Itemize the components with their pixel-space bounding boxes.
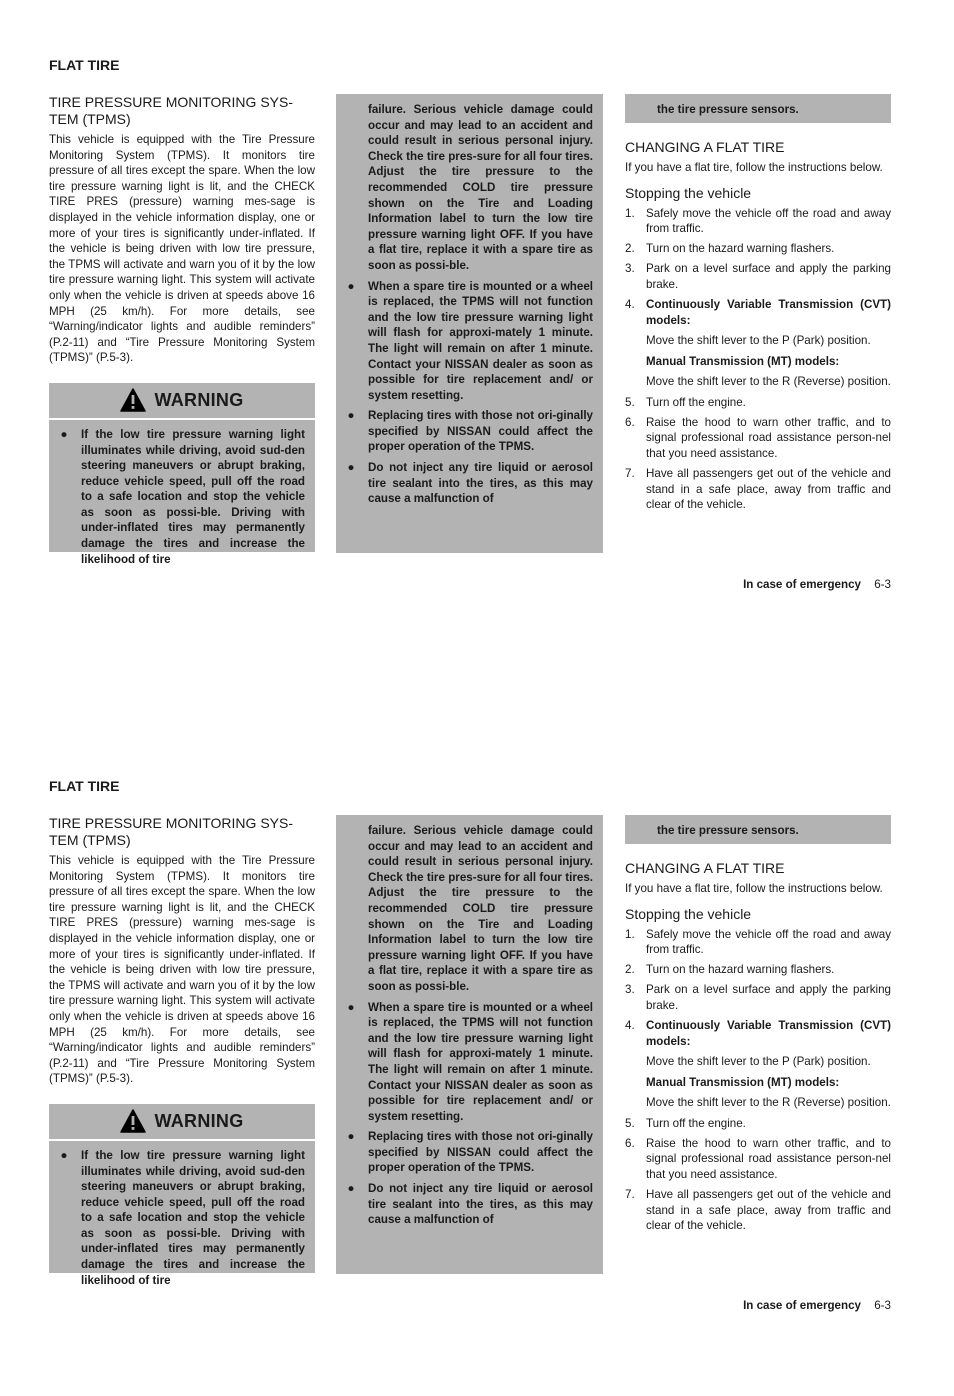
step-number: 6.	[625, 1136, 635, 1150]
step-text: Park on a level surface and apply the parking brake.	[646, 262, 891, 291]
step-cvt-title: Continuously Variable Transmission (CVT) models:	[646, 298, 891, 327]
bullet: ●	[347, 279, 355, 293]
warning-box-right	[625, 94, 891, 123]
column-middle	[336, 815, 603, 1274]
warning-item	[346, 279, 593, 404]
step-number: 4.	[625, 298, 635, 312]
column-right	[625, 815, 891, 1238]
step-mt-text: Move the shift lever to the R (Reverse) position.	[646, 1096, 891, 1110]
page-copy-bottom	[0, 721, 954, 1396]
step-item	[625, 982, 891, 1013]
step-item	[625, 927, 891, 958]
tpms-heading: TIRE PRESSURE MONITORING SYS-TEM (TPMS)	[49, 815, 293, 848]
stopping-subheading: Stopping the vehicle	[625, 184, 752, 201]
warning-continuation: the tire pressure sensors.	[657, 824, 799, 837]
changing-intro: If you have a flat tire, follow the instructions below.	[625, 882, 883, 895]
step-number: 2.	[625, 242, 635, 256]
step-number: 6.	[625, 415, 635, 429]
warning-item	[346, 1000, 593, 1125]
warning-header	[49, 1104, 315, 1141]
changing-heading: CHANGING A FLAT TIRE	[625, 139, 785, 155]
footer-page-number: 6-3	[874, 578, 891, 591]
step-text: Turn on the hazard warning flashers.	[646, 242, 835, 256]
step-cvt-text: Move the shift lever to the P (Park) position.	[646, 1055, 871, 1069]
warning-title: WARNING	[154, 1110, 244, 1131]
step-item	[625, 466, 891, 513]
warning-box-right	[625, 815, 891, 844]
warning-text: Do not inject any tire liquid or aerosol tire sealant into the tires, as this may cause a malfunction of	[368, 461, 593, 506]
stopping-subheading: Stopping the vehicle	[625, 905, 752, 922]
step-number: 1.	[625, 206, 635, 220]
warning-item	[346, 1181, 593, 1228]
step-text: Park on a level surface and apply the parking brake.	[646, 983, 891, 1012]
step-text: Turn on the hazard warning flashers.	[646, 963, 835, 977]
warning-text: Replacing tires with those not ori-ginally specified by NISSAN could affect the proper operation of the TPMS.	[368, 1130, 593, 1175]
warning-box-left	[49, 420, 315, 566]
step-text: Raise the hood to warn other traffic, and to signal professional road assistance person-nel that you need assistance.	[646, 415, 891, 460]
warning-triangle-icon	[120, 388, 146, 412]
bullet: ●	[347, 1000, 355, 1014]
warning-text: Do not inject any tire liquid or aerosol tire sealant into the tires, as this may cause a malfunction of	[368, 1182, 593, 1227]
bullet: ●	[347, 461, 355, 475]
step-cvt-title: Continuously Variable Transmission (CVT) models:	[646, 1019, 891, 1048]
step-text: Turn off the engine.	[646, 395, 746, 409]
warning-title: WARNING	[154, 389, 244, 410]
warning-item	[346, 1129, 593, 1176]
tpms-heading: TIRE PRESSURE MONITORING SYS-TEM (TPMS)	[49, 94, 293, 127]
step-item	[625, 962, 891, 978]
page-footer	[743, 578, 891, 591]
bullet: ●	[347, 409, 355, 423]
warning-text: If the low tire pressure warning light illuminates while driving, avoid sud-den steering maneuvers or abrupt braking, reduce vehicle speed, pull off the road to a safe location and stop the vehicle as soon as possi-ble. Driving with under-inflated tires may permanently damage the tires and increase the likelihood of tire	[81, 427, 305, 566]
step-item	[625, 395, 891, 411]
bullet: ●	[347, 1130, 355, 1144]
step-number: 5.	[625, 395, 635, 409]
step-text: Have all passengers get out of the vehicle and stand in a safe place, away from traffic and clear of the vehicle.	[646, 466, 891, 512]
step-number: 4.	[625, 1019, 635, 1033]
step-text: Have all passengers get out of the vehicle and stand in a safe place, away from traffic and clear of the vehicle.	[646, 1187, 891, 1233]
column-left	[49, 94, 315, 566]
step-item	[625, 297, 891, 390]
changing-intro: If you have a flat tire, follow the instructions below.	[625, 161, 883, 174]
warning-text: When a spare tire is mounted or a wheel is replaced, the TPMS will not function and the low tire pressure warning light will flash for approxi-mately 1 minute. The light will remain on after 1 minute. Contact your NISSAN dealer as soon as possible for tire replacement and/ or system resetting.	[368, 1000, 593, 1123]
warning-continuation: failure. Serious vehicle damage could occur and may lead to an accident and could result in serious personal injury. Check the tire pres-sure for all four tires. Adjust the tire pressure to the recommended COLD tire pressure shown on the Tire and Loading Information label to turn the low tire pressure warning light OFF. If you have a flat tire, replace it with a spare tire as soon as possi-ble.	[368, 824, 593, 993]
column-right	[625, 94, 891, 517]
step-number: 7.	[625, 466, 635, 480]
step-number: 7.	[625, 1187, 635, 1201]
step-text: Raise the hood to warn other traffic, and to signal professional road assistance person-nel that you need assistance.	[646, 1136, 891, 1181]
tpms-body: This vehicle is equipped with the Tire Pressure Monitoring System (TPMS). It monitors tire pressure of all tires except the spare. When the low tire pressure warning light is lit, and the CHECK TIRE PRES (pressure) warning mes-sage is displayed in the vehicle information display, one or more of your tires is significantly under-inflated. If the vehicle is being driven with low tire pressure, the TPMS will activate and warn you of it by the low tire pressure warning light. This system will activate only when the vehicle is driven at speeds above 16 MPH (25 km/h). For more details, see “Warning/indicator lights and audible reminders” (P.2-11) and “Tire Pressure Monitoring System (TPMS)” (P.5-3).	[49, 854, 315, 1086]
steps-list	[625, 927, 891, 1234]
step-text: Safely move the vehicle off the road and away from traffic.	[646, 206, 891, 236]
warning-header	[49, 383, 315, 420]
step-text: Safely move the vehicle off the road and away from traffic.	[646, 927, 891, 957]
bullet: ●	[60, 427, 68, 441]
step-item	[625, 241, 891, 257]
section-title: FLAT TIRE	[49, 57, 120, 73]
column-middle	[336, 94, 603, 553]
steps-list	[625, 206, 891, 513]
step-text: Turn off the engine.	[646, 1116, 746, 1130]
step-mt-text: Move the shift lever to the R (Reverse) position.	[646, 375, 891, 389]
page-copy-top	[0, 0, 954, 675]
step-cvt-text: Move the shift lever to the P (Park) position.	[646, 334, 871, 348]
step-number: 3.	[625, 983, 635, 997]
step-mt-title: Manual Transmission (MT) models:	[646, 354, 840, 368]
warning-item	[346, 460, 593, 507]
warning-continuation: the tire pressure sensors.	[657, 103, 799, 116]
bullet: ●	[60, 1148, 68, 1162]
warning-item	[59, 427, 305, 567]
warning-box-middle	[336, 94, 603, 553]
step-number: 1.	[625, 927, 635, 941]
step-item	[625, 1018, 891, 1111]
step-item	[625, 206, 891, 237]
step-number: 5.	[625, 1116, 635, 1130]
step-mt-title: Manual Transmission (MT) models:	[646, 1075, 840, 1089]
warning-item	[59, 1148, 305, 1288]
warning-item	[346, 408, 593, 455]
step-number: 2.	[625, 963, 635, 977]
section-title: FLAT TIRE	[49, 778, 120, 794]
warning-triangle-icon	[120, 1109, 146, 1133]
warning-text: When a spare tire is mounted or a wheel is replaced, the TPMS will not function and the low tire pressure warning light will flash for approxi-mately 1 minute. The light will remain on after 1 minute. Contact your NISSAN dealer as soon as possible for tire replacement and/ or system resetting.	[368, 279, 593, 402]
warning-box-left	[49, 1141, 315, 1287]
warning-text: Replacing tires with those not ori-ginally specified by NISSAN could affect the proper operation of the TPMS.	[368, 409, 593, 454]
footer-chapter: In case of emergency	[743, 578, 861, 591]
footer-page-number: 6-3	[874, 1299, 891, 1312]
changing-heading: CHANGING A FLAT TIRE	[625, 860, 785, 876]
step-item	[625, 261, 891, 292]
tpms-body: This vehicle is equipped with the Tire Pressure Monitoring System (TPMS). It monitors tire pressure of all tires except the spare. When the low tire pressure warning light is lit, and the CHECK TIRE PRES (pressure) warning mes-sage is displayed in the vehicle information display, one or more of your tires is significantly under-inflated. If the vehicle is being driven with low tire pressure, the TPMS will activate and warn you of it by the low tire pressure warning light. This system will activate only when the vehicle is driven at speeds above 16 MPH (25 km/h). For more details, see “Warning/indicator lights and audible reminders” (P.2-11) and “Tire Pressure Monitoring System (TPMS)” (P.5-3).	[49, 133, 315, 365]
footer-chapter: In case of emergency	[743, 1299, 861, 1312]
warning-text: If the low tire pressure warning light illuminates while driving, avoid sud-den steering maneuvers or abrupt braking, reduce vehicle speed, pull off the road to a safe location and stop the vehicle as soon as possi-ble. Driving with under-inflated tires may permanently damage the tires and increase the likelihood of tire	[81, 1148, 305, 1287]
column-left	[49, 815, 315, 1287]
step-item	[625, 1116, 891, 1132]
bullet: ●	[347, 1182, 355, 1196]
step-number: 3.	[625, 262, 635, 276]
warning-box-middle	[336, 815, 603, 1274]
page-footer	[743, 1299, 891, 1312]
step-item	[625, 1136, 891, 1183]
warning-continuation: failure. Serious vehicle damage could occur and may lead to an accident and could result in serious personal injury. Check the tire pres-sure for all four tires. Adjust the tire pressure to the recommended COLD tire pressure shown on the Tire and Loading Information label to turn the low tire pressure warning light OFF. If you have a flat tire, replace it with a spare tire as soon as possi-ble.	[368, 103, 593, 272]
step-item	[625, 1187, 891, 1234]
step-item	[625, 415, 891, 462]
